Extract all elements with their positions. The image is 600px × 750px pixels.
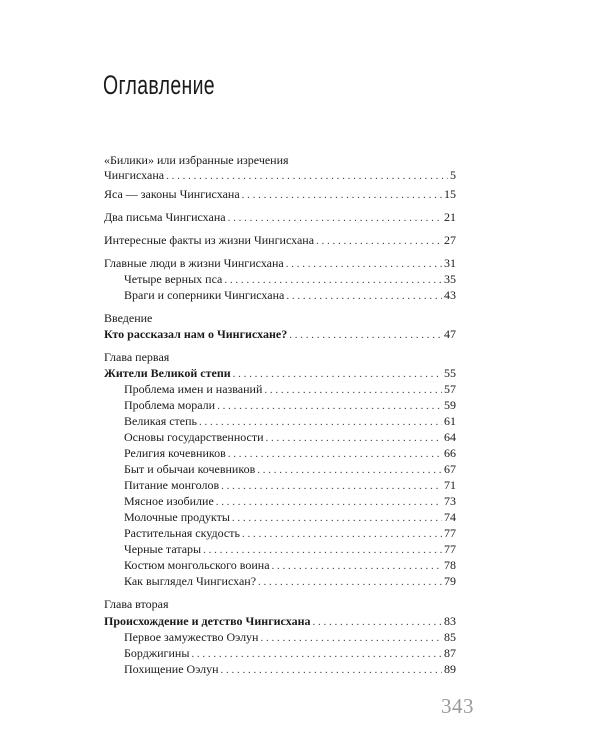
toc-entry-title: Интересные факты из жизни Чингисхана xyxy=(104,233,315,247)
toc-entry-page: 85 xyxy=(444,630,456,644)
dot-leader xyxy=(221,662,442,677)
toc-entry-title: Великая степь xyxy=(124,414,198,428)
toc-entry-title: Основы государственности xyxy=(124,430,264,444)
toc-entry-page: 73 xyxy=(444,494,456,508)
toc-subentry[interactable] xyxy=(124,494,456,508)
toc-entry[interactable] xyxy=(104,210,456,224)
dot-leader xyxy=(166,168,448,183)
dot-leader xyxy=(191,646,442,661)
toc-entry-page: 78 xyxy=(444,558,456,572)
toc-section-label: Введение xyxy=(104,311,153,325)
toc-entry-title: Мясное изобилие xyxy=(124,494,214,508)
toc-entry-title: Главные люди в жизни Чингисхана xyxy=(104,256,284,270)
toc-entry-title: Яса — законы Чингисхана xyxy=(104,187,240,201)
toc-entry-page: 77 xyxy=(444,542,456,556)
toc-entry[interactable] xyxy=(104,614,456,628)
toc-entry-page: 61 xyxy=(444,414,456,428)
dot-leader xyxy=(233,366,442,381)
toc-entry-title: Жители Великой степи xyxy=(104,366,231,380)
toc-entry-title: Борджигины xyxy=(124,646,190,660)
dot-leader xyxy=(242,526,442,541)
toc-chapter-label: Глава первая xyxy=(104,350,170,364)
toc-entry-title: Религия кочевников xyxy=(124,446,226,460)
dot-leader xyxy=(258,574,442,589)
toc-entry-page: 27 xyxy=(444,233,456,247)
toc-entry[interactable] xyxy=(104,327,456,341)
dot-leader xyxy=(260,630,442,645)
dot-leader xyxy=(242,187,442,202)
toc-entry-page: 79 xyxy=(444,574,456,588)
toc-subentry[interactable] xyxy=(124,382,456,396)
toc-subentry[interactable] xyxy=(124,510,456,524)
dot-leader xyxy=(289,327,442,342)
toc-entry-page: 74 xyxy=(444,510,456,524)
dot-leader xyxy=(232,510,442,525)
page-title: Оглавление xyxy=(103,70,215,100)
toc-entry-page: 57 xyxy=(444,382,456,396)
toc-entry-page: 66 xyxy=(444,446,456,460)
toc-entry-title: Молочные продукты xyxy=(124,510,230,524)
toc-entry[interactable] xyxy=(104,366,456,380)
toc-subentry[interactable] xyxy=(124,646,456,660)
toc-entry[interactable] xyxy=(104,187,456,201)
toc-subentry[interactable] xyxy=(124,526,456,540)
toc-entry-page: 55 xyxy=(444,366,456,380)
toc-entry-page: 71 xyxy=(444,478,456,492)
dot-leader xyxy=(266,430,442,445)
dot-leader xyxy=(221,478,442,493)
toc-entry-title: Растительная скудость xyxy=(124,526,240,540)
toc-entry-page: 87 xyxy=(444,646,456,660)
toc-subentry[interactable] xyxy=(124,662,456,676)
dot-leader xyxy=(286,288,442,303)
toc-entry-title: Быт и обычаи кочевников xyxy=(124,462,256,476)
toc-entry-page: 89 xyxy=(444,662,456,676)
dot-leader xyxy=(312,614,442,629)
toc-entry-title: Четыре верных пса xyxy=(124,272,223,286)
dot-leader xyxy=(228,446,442,461)
toc-entry-page: 5 xyxy=(450,168,456,182)
toc-entry-page: 77 xyxy=(444,526,456,540)
dot-leader xyxy=(224,272,442,287)
toc-entry-title: Первое замужество Оэлун xyxy=(124,630,259,644)
toc-subentry[interactable] xyxy=(124,478,456,492)
toc-entry-page: 64 xyxy=(444,430,456,444)
toc-entry-page: 35 xyxy=(444,272,456,286)
toc-subentry[interactable] xyxy=(124,630,456,644)
toc-entry[interactable] xyxy=(104,168,456,182)
dot-leader xyxy=(257,462,442,477)
toc-subentry[interactable] xyxy=(124,446,456,460)
dot-leader xyxy=(203,542,442,557)
toc-entry-page: 59 xyxy=(444,398,456,412)
toc-subentry[interactable] xyxy=(124,462,456,476)
toc-entry-title: Проблема морали xyxy=(124,398,216,412)
toc-subentry[interactable] xyxy=(124,558,456,572)
toc-entry[interactable] xyxy=(104,256,456,270)
toc-subentry[interactable] xyxy=(124,542,456,556)
dot-leader xyxy=(228,210,442,225)
toc-entry-page: 31 xyxy=(444,256,456,270)
toc-entry-page: 47 xyxy=(444,327,456,341)
toc-entry-title: Как выглядел Чингисхан? xyxy=(124,574,257,588)
toc-entry[interactable] xyxy=(104,233,456,247)
toc-entry-page: 43 xyxy=(444,288,456,302)
dot-leader xyxy=(199,414,442,429)
toc-entry-title: Похищение Оэлун xyxy=(124,662,219,676)
toc-subentry[interactable] xyxy=(124,430,456,444)
toc-entry-title: Черные татары xyxy=(124,542,202,556)
dot-leader xyxy=(216,494,442,509)
dot-leader xyxy=(272,558,442,573)
toc-entry-text: «Билики» или избранные изречения xyxy=(104,153,289,167)
toc-entry-title: Проблема имен и названий xyxy=(124,382,263,396)
toc-subentry[interactable] xyxy=(124,574,456,588)
toc-entry-page: 67 xyxy=(444,462,456,476)
dot-leader xyxy=(264,382,442,397)
toc-subentry[interactable] xyxy=(124,288,456,302)
toc-entry-title: Кто рассказал нам о Чингисхане? xyxy=(104,327,288,341)
page-number: 343 xyxy=(441,694,474,718)
dot-leader xyxy=(217,398,442,413)
toc-entry-page: 21 xyxy=(444,210,456,224)
toc-entry-page: 15 xyxy=(444,187,456,201)
dot-leader xyxy=(286,256,442,271)
toc-subentry[interactable] xyxy=(124,398,456,412)
toc-entry-page: 83 xyxy=(444,614,456,628)
toc-entry-title: Чингисхана xyxy=(104,168,165,182)
toc-entry-title: Происхождение и детство Чингисхана xyxy=(104,614,311,628)
toc-entry-title: Костюм монгольского воина xyxy=(124,558,270,572)
toc-entry-title: Питание монголов xyxy=(124,478,220,492)
toc-entry-title: Враги и соперники Чингисхана xyxy=(124,288,285,302)
dot-leader xyxy=(316,233,442,248)
toc-entry-title: Два письма Чингисхана xyxy=(104,210,226,224)
toc-chapter-label: Глава вторая xyxy=(104,597,169,611)
toc-subentry[interactable] xyxy=(124,414,456,428)
toc-subentry[interactable] xyxy=(124,272,456,286)
